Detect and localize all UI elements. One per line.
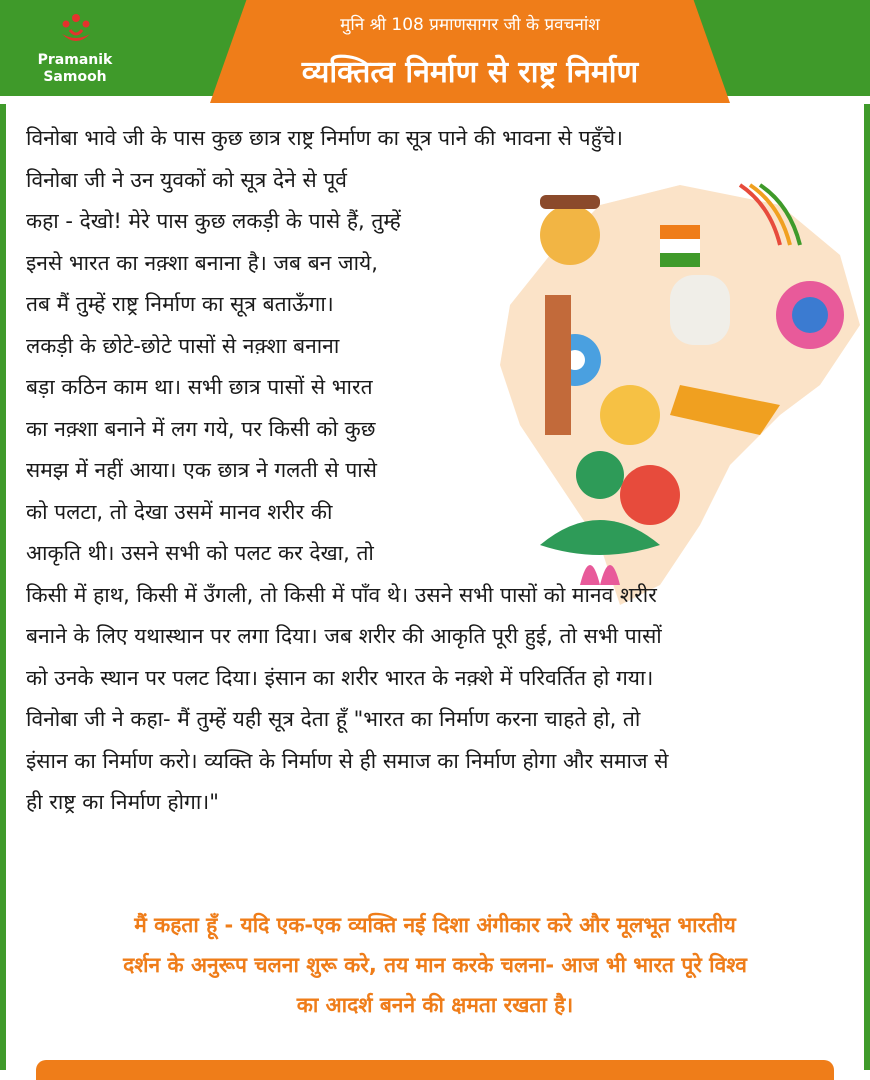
article-line: विनोबा जी ने उन युवकों को सूत्र देने से पूर्व [26, 167, 347, 192]
article-line: विनोबा भावे जी के पास कुछ छात्र राष्ट्र निर्माण का सूत्र पाने की भावना से पहुँचे। [26, 126, 624, 150]
logo-icon [58, 12, 94, 48]
logo-line2: Samooh [43, 69, 107, 85]
article-line: तब मैं तुम्हें राष्ट्र निर्माण का सूत्र बताऊँगा। [26, 292, 334, 316]
article-line: किसी में हाथ, किसी में उँगली, तो किसी में पाँव थे। उसने सभी पासों को मानव शरीर [26, 582, 657, 607]
article-line: लकड़ी के छोटे-छोटे पासों से नक़्शा बनाना [26, 333, 340, 358]
article-line: विनोबा जी ने कहा- मैं तुम्हें यही सूत्र देता हूँ "भारत का निर्माण करना चाहते हो, तो [26, 707, 641, 731]
highlight-quote [30, 905, 840, 1025]
article-line: ही राष्ट्र का निर्माण होगा।" [26, 790, 219, 814]
article-line: इंसान का निर्माण करो। व्यक्ति के निर्माण से ही समाज का निर्माण होगा और समाज से [26, 748, 669, 773]
article-line: को पलटा, तो देखा उसमें मानव शरीर की [26, 499, 333, 524]
quote-line: मैं कहता हूँ - यदि एक-एक व्यक्ति नई दिशा अंगीकार करे और मूलभूत भारतीय [134, 913, 736, 937]
article-line: इनसे भारत का नक़्शा बनाना है। जब बन जाये, [26, 250, 378, 275]
logo [20, 12, 130, 92]
footer-bar [36, 1060, 834, 1080]
quote-line: दर्शन के अनुरूप चलना शुरू करे, तय मान करके चलना- आज भी भारत पूरे विश्व [123, 953, 747, 977]
article-body [26, 118, 846, 824]
article-line: बनाने के लिए यथास्थान पर लगा दिया। जब शरीर की आकृति पूरी हुई, तो सभी पासों [26, 624, 662, 648]
article-line: बड़ा कठिन काम था। सभी छात्र पासों से भारत [26, 375, 373, 399]
article-line: कहा - देखो! मेरे पास कुछ लकड़ी के पासे हैं, तुम्हें [26, 209, 401, 233]
logo-text [20, 52, 130, 86]
logo-line1: Pramanik [37, 52, 113, 68]
article-line: को उनके स्थान पर पलट दिया। इंसान का शरीर भारत के नक़्शे में परिवर्तित हो गया। [26, 665, 654, 690]
header-subtitle: मुनि श्री 108 प्रमाणसागर जी के प्रवचनांश [340, 15, 600, 35]
page-title: व्यक्तित्व निर्माण से राष्ट्र निर्माण [301, 55, 639, 90]
article-line: का नक़्शा बनाने में लग गये, पर किसी को कुछ [26, 416, 376, 441]
quote-line: का आदर्श बनने की क्षमता रखता है। [296, 993, 574, 1017]
article-line: समझ में नहीं आया। एक छात्र ने गलती से पासे [26, 458, 377, 482]
article-line: आकृति थी। उसने सभी को पलट कर देखा, तो [26, 541, 374, 565]
